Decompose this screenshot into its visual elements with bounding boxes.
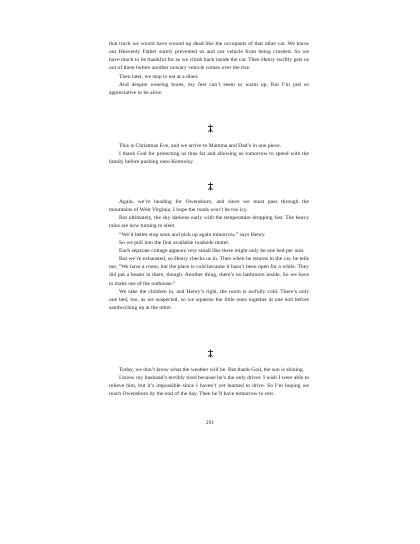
- section-4: [109, 366, 309, 399]
- paragraph: We take the children in, and Henry’s right, the room is awfully cold. There’s only one bed, too, as we suspected, so we squeeze the little ones together at one end before sandwiching up at the other.: [109, 288, 309, 312]
- section-3: [109, 198, 309, 312]
- paragraph: I thank God for protecting us thus far and allowing us tomorrow to spend with the family before pushing onto Kentucky.: [109, 151, 309, 166]
- section-divider: [0, 182, 420, 192]
- paragraph: And despite wearing boots, my feet can’t seem to warm up. But I’m just so appreciative to be alive.: [109, 81, 309, 96]
- paragraph: But ultimately, the sky darkens early with the temperature dropping fast. The heavy rains are now turning to sleet.: [109, 215, 309, 230]
- paragraph: “We’d better stop soon and pick up again tomorrow,” says Henry.: [119, 231, 266, 238]
- paragraph: So we pull into the first available roadside motel.: [119, 239, 230, 246]
- paragraph: that truck we would have wound up dead like the occupants of that other car. We know our Heavenly Father surely prevented us and our vehicle from being crushed. So we have much to be thankful for as we climb back inside the car. Then Henry swiftly gets us out of there before another unwary vehicle comes over the rise.: [109, 41, 309, 72]
- section-divider: [0, 124, 420, 134]
- section-1: [109, 40, 309, 97]
- dove-cross-ornament-icon: [207, 182, 214, 191]
- paragraph: I know my husband’s terribly tired because he’s the only driver. I wish I were able to relieve him, but it’s impossible since I haven’t yet learned to drive. So I’m hoping we reach Owensboro by the end of the day. Then he’ll have tomorrow to rest.: [109, 375, 309, 398]
- paragraph: Again, we’re heading for Owensboro, and since we must pass through the mountains of West Virginia, I hope the roads won’t be too icy.: [109, 199, 309, 214]
- paragraph: This is Christmas Eve, and we arrive to Mamma and Dad’s in one piece.: [119, 143, 282, 149]
- paragraph: Then later, we stop to eat at a diner.: [119, 73, 199, 80]
- section-divider: [0, 349, 420, 359]
- dove-cross-ornament-icon: [207, 124, 214, 133]
- paragraph: Each separate cottage appears very small like there might only be one bed per unit.: [119, 247, 305, 254]
- paragraph: But we’re exhausted, so Henry checks us in. Then when he returns to the car, he tells me, “We have a room, but the place is cold because it hasn’t been open for a while. They did put a heater in there, though. Another thing, there’s no bathroom inside. So we have to make use of the outhouse.”: [109, 256, 309, 287]
- dove-cross-ornament-icon: [207, 349, 214, 358]
- paragraph: Today, we don’t know what the weather will be. But thank God, the sun is shining.: [119, 367, 305, 373]
- page-number: 291: [205, 420, 215, 426]
- section-2: [109, 142, 309, 166]
